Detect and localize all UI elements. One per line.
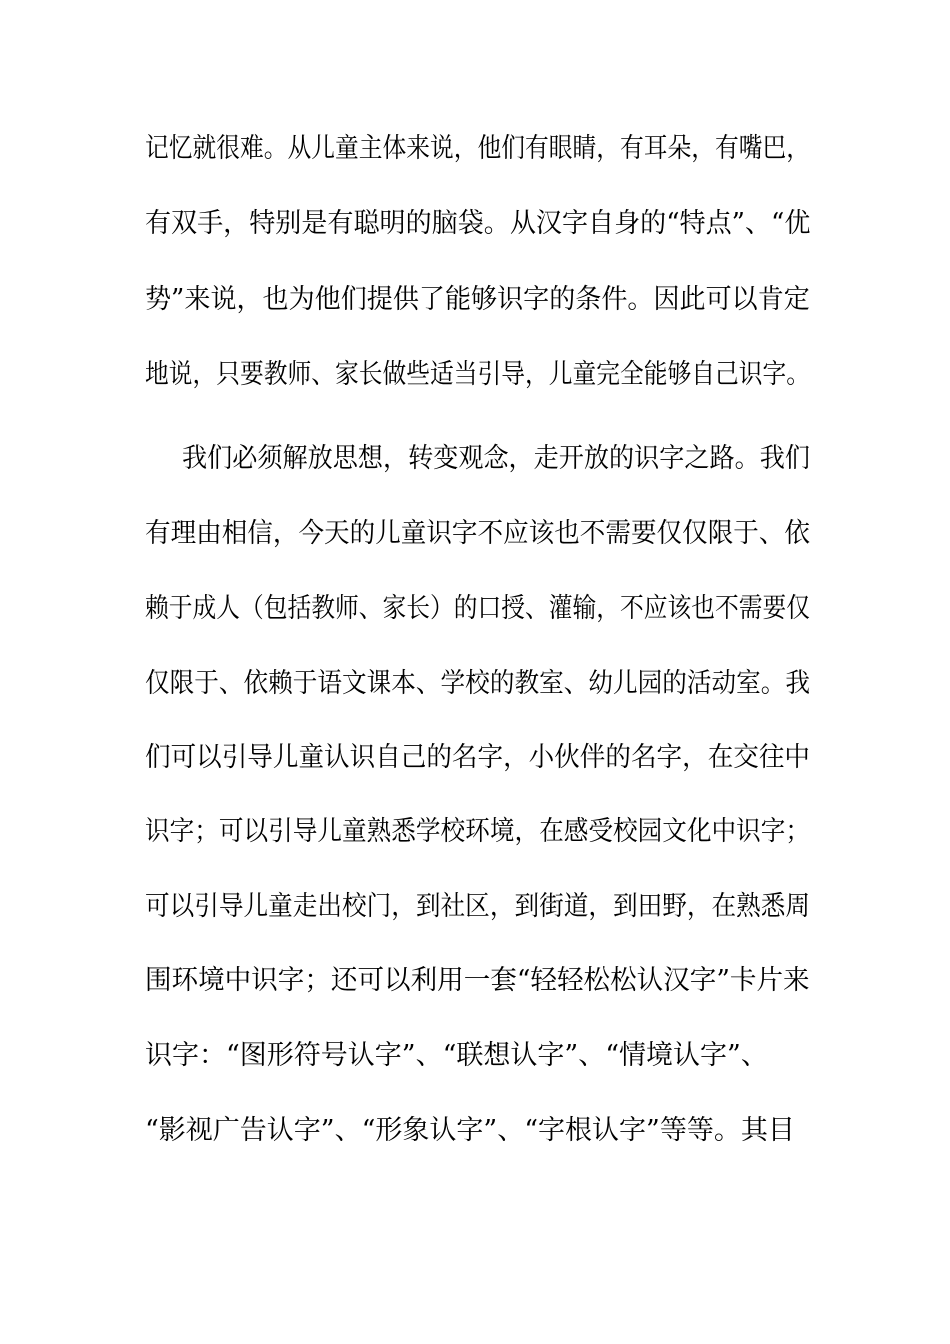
- text-line-2: 有双手，特别是有聪明的脑袋。从汉字自身的“特点”、“优: [145, 208, 811, 239]
- text-line-11: 可以引导儿童走出校门，到社区，到街道，到田野，在熟悉周: [145, 891, 810, 922]
- text-line-8: 仅限于、依赖于语文课本、学校的教室、幼儿园的活动室。我: [145, 668, 810, 699]
- text-line-1: 记忆就很难。从儿童主体来说，他们有眼睛，有耳朵，有嘴巴，: [145, 133, 810, 164]
- text-line-13: 识字：“图形符号认字”、“联想认字”、“情境认字”、: [145, 1040, 768, 1071]
- text-line-7: 赖于成人（包括教师、家长）的口授、灌输，不应该也不需要仅: [145, 593, 810, 624]
- text-line-4: 地说，只要教师、家长做些适当引导，儿童完全能够自己识字。: [145, 359, 810, 390]
- text-line-14: “影视广告认字”、“形象认字”、“字根认字”等等。其目: [145, 1115, 795, 1146]
- text-line-12: 围环境中识字；还可以利用一套“轻轻松松认汉字”卡片来: [145, 965, 810, 996]
- text-line-6: 有理由相信，今天的儿童识字不应该也不需要仅仅限于、依: [145, 518, 810, 549]
- text-line-9: 们可以引导儿童认识自己的名字，小伙伴的名字，在交往中: [145, 742, 810, 773]
- text-line-10: 识字；可以引导儿童熟悉学校环境，在感受校园文化中识字；: [145, 816, 810, 847]
- text-line-5-paragraph-start: 我们必须解放思想，转变观念，走开放的识字之路。我们: [182, 443, 810, 474]
- text-line-3: 势”来说，也为他们提供了能够识字的条件。因此可以肯定: [145, 284, 810, 315]
